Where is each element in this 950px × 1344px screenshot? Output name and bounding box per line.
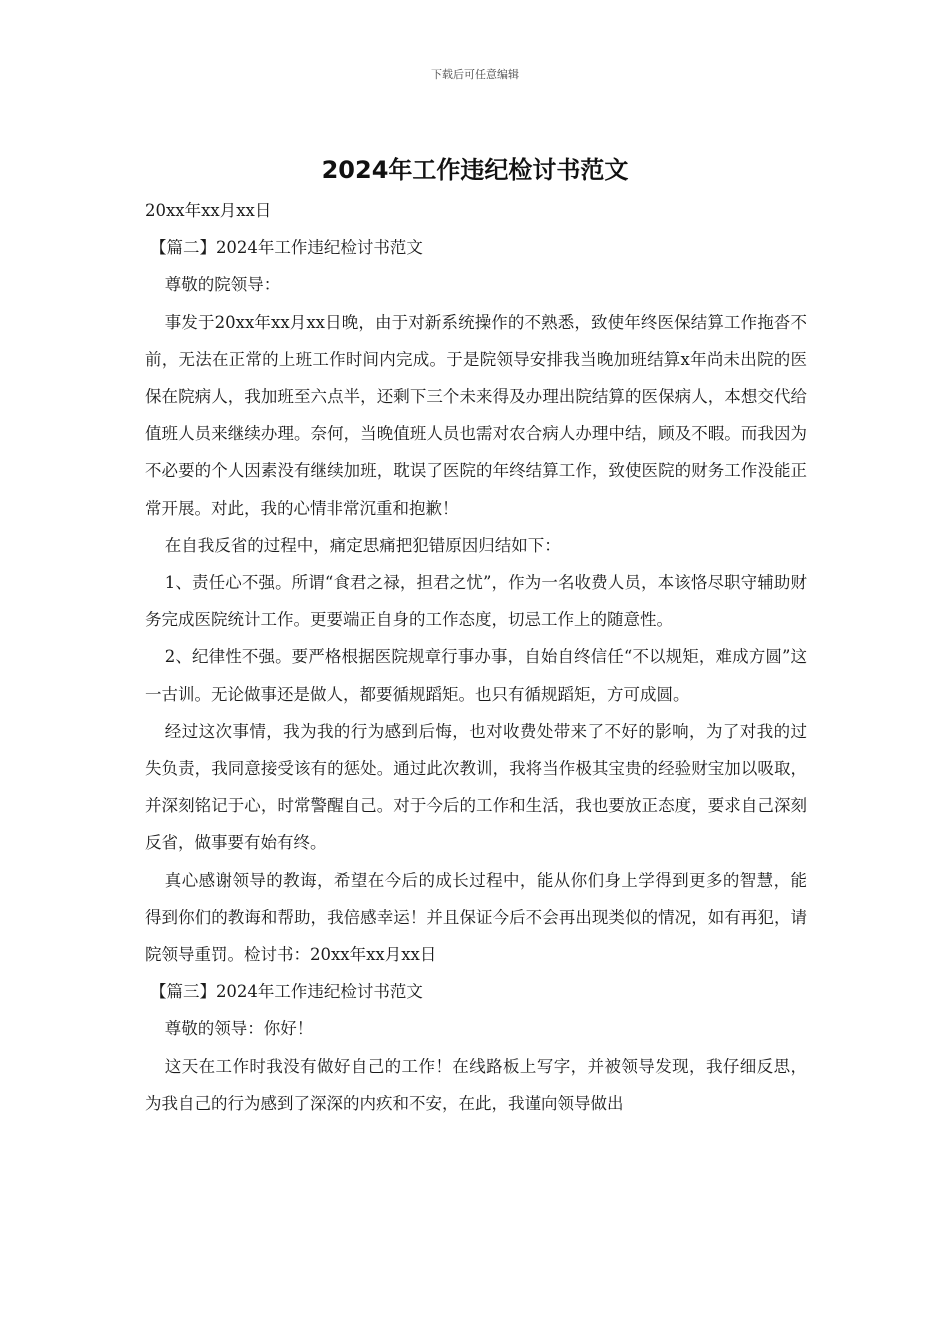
salutation-part-three: 尊敬的领导：你好！ — [164, 1019, 314, 1039]
paragraph-reason-2: 2、纪律性不强。要严格根据医院规章行事办事，自始自终信任“不以规矩，难成方圆”这一古训。无论做事还是做人，都要循规蹈矩。也只有循规蹈矩，方可成圆。 — [145, 647, 807, 704]
document-body — [145, 192, 807, 1122]
paragraph-reflection-intro: 在自我反省的过程中，痛定思痛把犯错原因归结如下： — [164, 535, 561, 555]
section-heading-part-three: 【篇三】2024年工作违纪检讨书范文 — [149, 982, 423, 1002]
paragraph-incident: 事发于20xx年xx月xx日晚，由于对新系统操作的不熟悉，致使年终医保结算工作拖沓不前，无法在正常的上班工作时间内完成。于是院领导安排我当晚加班结算x年尚未出院的医保在院病人，我加班至六点半，还剩下三个未来得及办理出院结算的医保病人，本想交代给值班人员来继续办理。奈何，当晚值班人员也需对农合病人办理中结，顾及不暇。而我因为不必要的个人因素没有继续加班，耽误了医院的年终结算工作，致使医院的财务工作没能正常开展。对此，我的心情非常沉重和抱歉！ — [145, 312, 807, 518]
salutation: 尊敬的院领导： — [164, 275, 281, 295]
paragraph-part-three-opening: 这天在工作时我没有做好自己的工作！在线路板上写字，并被领导发现，我仔细反思，为我自己的行为感到了深深的内疚和不安，在此，我谨向领导做出 — [145, 1056, 807, 1113]
date-line: 20xx年xx月xx日 — [145, 201, 272, 220]
document-title: 2024年工作违纪检讨书范文 — [321, 156, 629, 184]
paragraph-lesson: 经过这次事情，我为我的行为感到后悔，也对收费处带来了不好的影响，为了对我的过失负责，我同意接受该有的惩处。通过此次教训，我将当作极其宝贵的经验财宝加以吸取，并深刻铭记于心，时常警醒自己。对于今后的工作和生活，我也要放正态度，要求自己深刻反省，做事要有始有终。 — [145, 721, 807, 853]
header-note: 下载后可任意编辑 — [431, 68, 519, 81]
section-heading-part-two: 【篇二】2024年工作违纪检讨书范文 — [149, 238, 423, 258]
paragraph-reason-1: 1、责任心不强。所谓“食君之禄，担君之忧”，作为一名收费人员，本该恪尽职守辅助财务完成医院统计工作。更要端正自身的工作态度，切忌工作上的随意性。 — [145, 573, 807, 630]
paragraph-thanks: 真心感谢领导的教诲，希望在今后的成长过程中，能从你们身上学得到更多的智慧，能得到你们的教诲和帮助，我倍感幸运！并且保证今后不会再出现类似的情况，如有再犯，请院领导重罚。检讨书：20xx年xx月xx日 — [145, 870, 807, 965]
